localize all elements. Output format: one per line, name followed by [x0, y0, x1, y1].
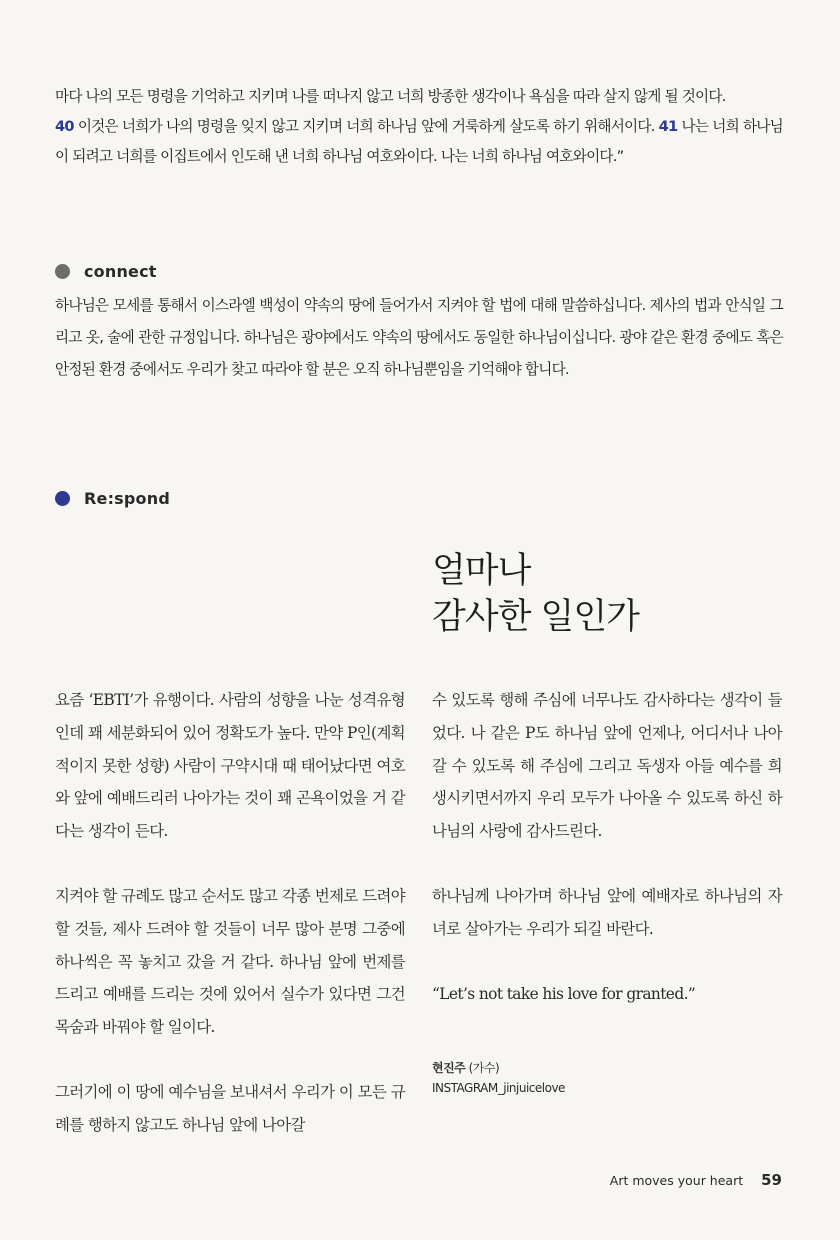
verse-number-40: 40: [55, 118, 74, 135]
article-right-column: [432, 684, 782, 1042]
author-credit: [432, 1058, 565, 1098]
closing-quote: “Let’s not take his love for granted.”: [432, 984, 696, 1003]
article-paragraph: 수 있도록 행해 주심에 너무나도 감사하다는 생각이 들었다. 나 같은 P도 하나님 앞에 언제나, 어디서나 나아갈 수 있도록 해 주심에 그리고 독생자 아들 예수를 희생시키면서까지 우리 모두가 나아올 수 있도록 하신 하나님의 사랑에 감사드린다.: [432, 691, 782, 841]
scripture-line-start: 마다 나의 모든 명령을 기억하고 지키며 나를 떠나지 않고 너희 방종한 생각이나 욕심을 따라 살지 않게 될 것이다.: [55, 88, 726, 105]
article-title: [432, 548, 792, 640]
bullet-dot-icon: [55, 264, 70, 279]
verse-number-41: 41: [658, 118, 678, 135]
footer-tagline: Art moves your heart: [609, 1173, 744, 1188]
connect-title: connect: [84, 261, 157, 281]
connect-section-header: [55, 261, 157, 281]
bullet-dot-icon: [55, 491, 70, 506]
page-number: 59: [761, 1171, 782, 1189]
article-title-line-2: 감사한 일인가: [432, 597, 639, 637]
article-left-column: [55, 684, 405, 1174]
article-paragraph: 그러기에 이 땅에 예수님을 보내셔서 우리가 이 모든 규례를 행하지 않고도 하나님 앞에 나아갈: [55, 1082, 405, 1134]
article-paragraph: 지켜야 할 규례도 많고 순서도 많고 각종 번제로 드려야 할 것들, 제사 드려야 할 것들이 너무 많아 분명 그중에 하나씩은 꼭 놓치고 갔을 거 같다. 하나님 앞에 번제를 드리고 예배를 드리는 것에 있어서 실수가 있다면 그건 목숨과 바꿔야 할 일이다.: [55, 886, 405, 1037]
connect-body: 하나님은 모세를 통해서 이스라엘 백성이 약속의 땅에 들어가서 지켜야 할 법에 대해 말씀하십니다. 제사의 법과 안식일 그리고 옷, 술에 관한 규정입니다. 하나님은 광야에서도 약속의 땅에서도 동일한 하나님이십니다. 광야 같은 환경 중에도 혹은 안정된 환경 중에서도 우리가 찾고 따라야 할 분은 오직 하나님뿐임을 기억해야 합니다.: [55, 297, 783, 378]
author-name: 현진주: [432, 1061, 466, 1075]
author-role: (가수): [465, 1061, 500, 1075]
article-paragraph: 요즘 ‘EBTI’가 유행이다. 사람의 성향을 나눈 성격유형인데 꽤 세분화되어 있어 정확도가 높다. 만약 P인(계획적이지 못한 성향) 사람이 구약시대 때 태어났다면 여호와 앞에 예배드리러 나아가는 것이 꽤 곤욕이었을 거 같다는 생각이 든다.: [55, 691, 405, 841]
verse-text-41: 나는 너희 하나님이 되려고 너희를 이집트에서 인도해 낸 너희 하나님 여호와이다. 나는 너희 하나님 여호와이다.”: [55, 118, 783, 165]
author-instagram: INSTAGRAM_jinjuicelove: [432, 1081, 565, 1095]
page-footer: [610, 1171, 782, 1189]
respond-title: Re:spond: [84, 488, 170, 508]
article-paragraph: 하나님께 나아가며 하나님 앞에 예배자로 하나님의 자녀로 살아가는 우리가 되길 바란다.: [432, 886, 782, 938]
article-title-line-1: 얼마나: [432, 551, 531, 591]
respond-section-header: [55, 488, 170, 508]
scripture-passage: [55, 82, 783, 172]
verse-text-40: 이것은 너희가 나의 명령을 잊지 않고 지키며 너희 하나님 앞에 거룩하게 살도록 하기 위해서이다.: [73, 118, 655, 135]
